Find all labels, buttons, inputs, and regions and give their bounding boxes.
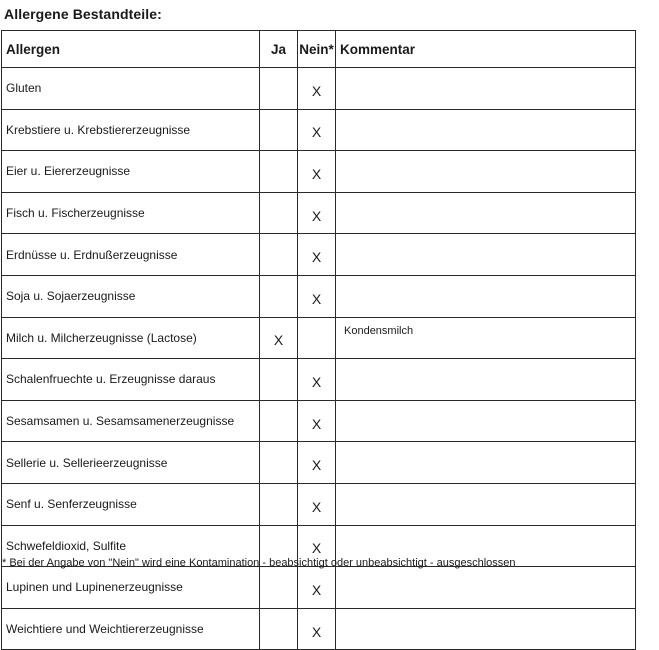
table-row — [2, 359, 636, 401]
comment-cell — [336, 234, 636, 276]
table-row — [2, 275, 636, 317]
ja-mark — [260, 483, 298, 525]
table-row — [2, 608, 636, 650]
ja-mark — [260, 442, 298, 484]
ja-mark — [260, 275, 298, 317]
comment-cell — [336, 151, 636, 193]
comment-cell — [336, 359, 636, 401]
allergen-name: Erdnüsse u. Erdnußerzeugnisse — [2, 234, 260, 276]
nein-mark: X — [298, 109, 336, 151]
comment-cell — [336, 400, 636, 442]
table-row — [2, 151, 636, 193]
column-header-allergen: Allergen — [2, 31, 260, 68]
nein-mark: X — [298, 275, 336, 317]
allergen-name: Gluten — [2, 68, 260, 110]
footnote: * Bei der Angabe von "Nein" wird eine Kontamination - beabsichtigt oder unbeabsichtigt - ausgeschlossen — [2, 557, 516, 569]
ja-mark: X — [260, 317, 298, 359]
nein-mark — [298, 317, 336, 359]
ja-mark — [260, 192, 298, 234]
nein-mark: X — [298, 442, 336, 484]
column-header-kommentar: Kommentar — [336, 31, 636, 68]
table-row — [2, 317, 636, 359]
ja-mark — [260, 608, 298, 650]
nein-mark: X — [298, 192, 336, 234]
allergen-name: Sesamsamen u. Sesamsamenerzeugnisse — [2, 400, 260, 442]
comment-cell — [336, 567, 636, 609]
ja-mark — [260, 400, 298, 442]
allergen-name: Soja u. Sojaerzeugnisse — [2, 275, 260, 317]
nein-mark: X — [298, 525, 336, 567]
ja-mark — [260, 234, 298, 276]
table-row — [2, 400, 636, 442]
ja-mark — [260, 109, 298, 151]
comment-cell — [336, 608, 636, 650]
table-row — [2, 192, 636, 234]
ja-mark — [260, 359, 298, 401]
allergen-name: Senf u. Senferzeugnisse — [2, 483, 260, 525]
section-heading: Allergene Bestandteile: — [4, 6, 162, 22]
allergen-name: Krebstiere u. Krebstiererzeugnisse — [2, 109, 260, 151]
allergen-name: Schalenfruechte u. Erzeugnisse daraus — [2, 359, 260, 401]
column-header-nein: Nein* — [298, 31, 336, 68]
allergen-name: Schwefeldioxid, Sulfite — [2, 525, 260, 567]
comment-cell — [336, 109, 636, 151]
comment-cell — [336, 192, 636, 234]
allergen-name: Milch u. Milcherzeugnisse (Lactose) — [2, 317, 260, 359]
nein-mark: X — [298, 359, 336, 401]
table-row — [2, 442, 636, 484]
nein-mark: X — [298, 483, 336, 525]
nein-mark: X — [298, 68, 336, 110]
allergen-name: Eier u. Eiererzeugnisse — [2, 151, 260, 193]
table-header-row — [2, 31, 636, 68]
comment-cell — [336, 275, 636, 317]
comment-cell — [336, 483, 636, 525]
table-row — [2, 567, 636, 609]
allergen-name: Sellerie u. Sellerieerzeugnisse — [2, 442, 260, 484]
nein-mark: X — [298, 234, 336, 276]
nein-mark: X — [298, 151, 336, 193]
allergen-name: Fisch u. Fischerzeugnisse — [2, 192, 260, 234]
nein-mark: X — [298, 608, 336, 650]
ja-mark — [260, 68, 298, 110]
table-row — [2, 483, 636, 525]
column-header-ja: Ja — [260, 31, 298, 68]
nein-mark: X — [298, 567, 336, 609]
comment-cell — [336, 442, 636, 484]
comment-cell — [336, 68, 636, 110]
allergen-name: Lupinen und Lupinenerzeugnisse — [2, 567, 260, 609]
comment-cell: Kondensmilch — [336, 317, 636, 359]
table-row — [2, 234, 636, 276]
allergen-name: Weichtiere und Weichtiererzeugnisse — [2, 608, 260, 650]
table-row — [2, 68, 636, 110]
nein-mark: X — [298, 400, 336, 442]
ja-mark — [260, 567, 298, 609]
table-row — [2, 109, 636, 151]
ja-mark — [260, 151, 298, 193]
